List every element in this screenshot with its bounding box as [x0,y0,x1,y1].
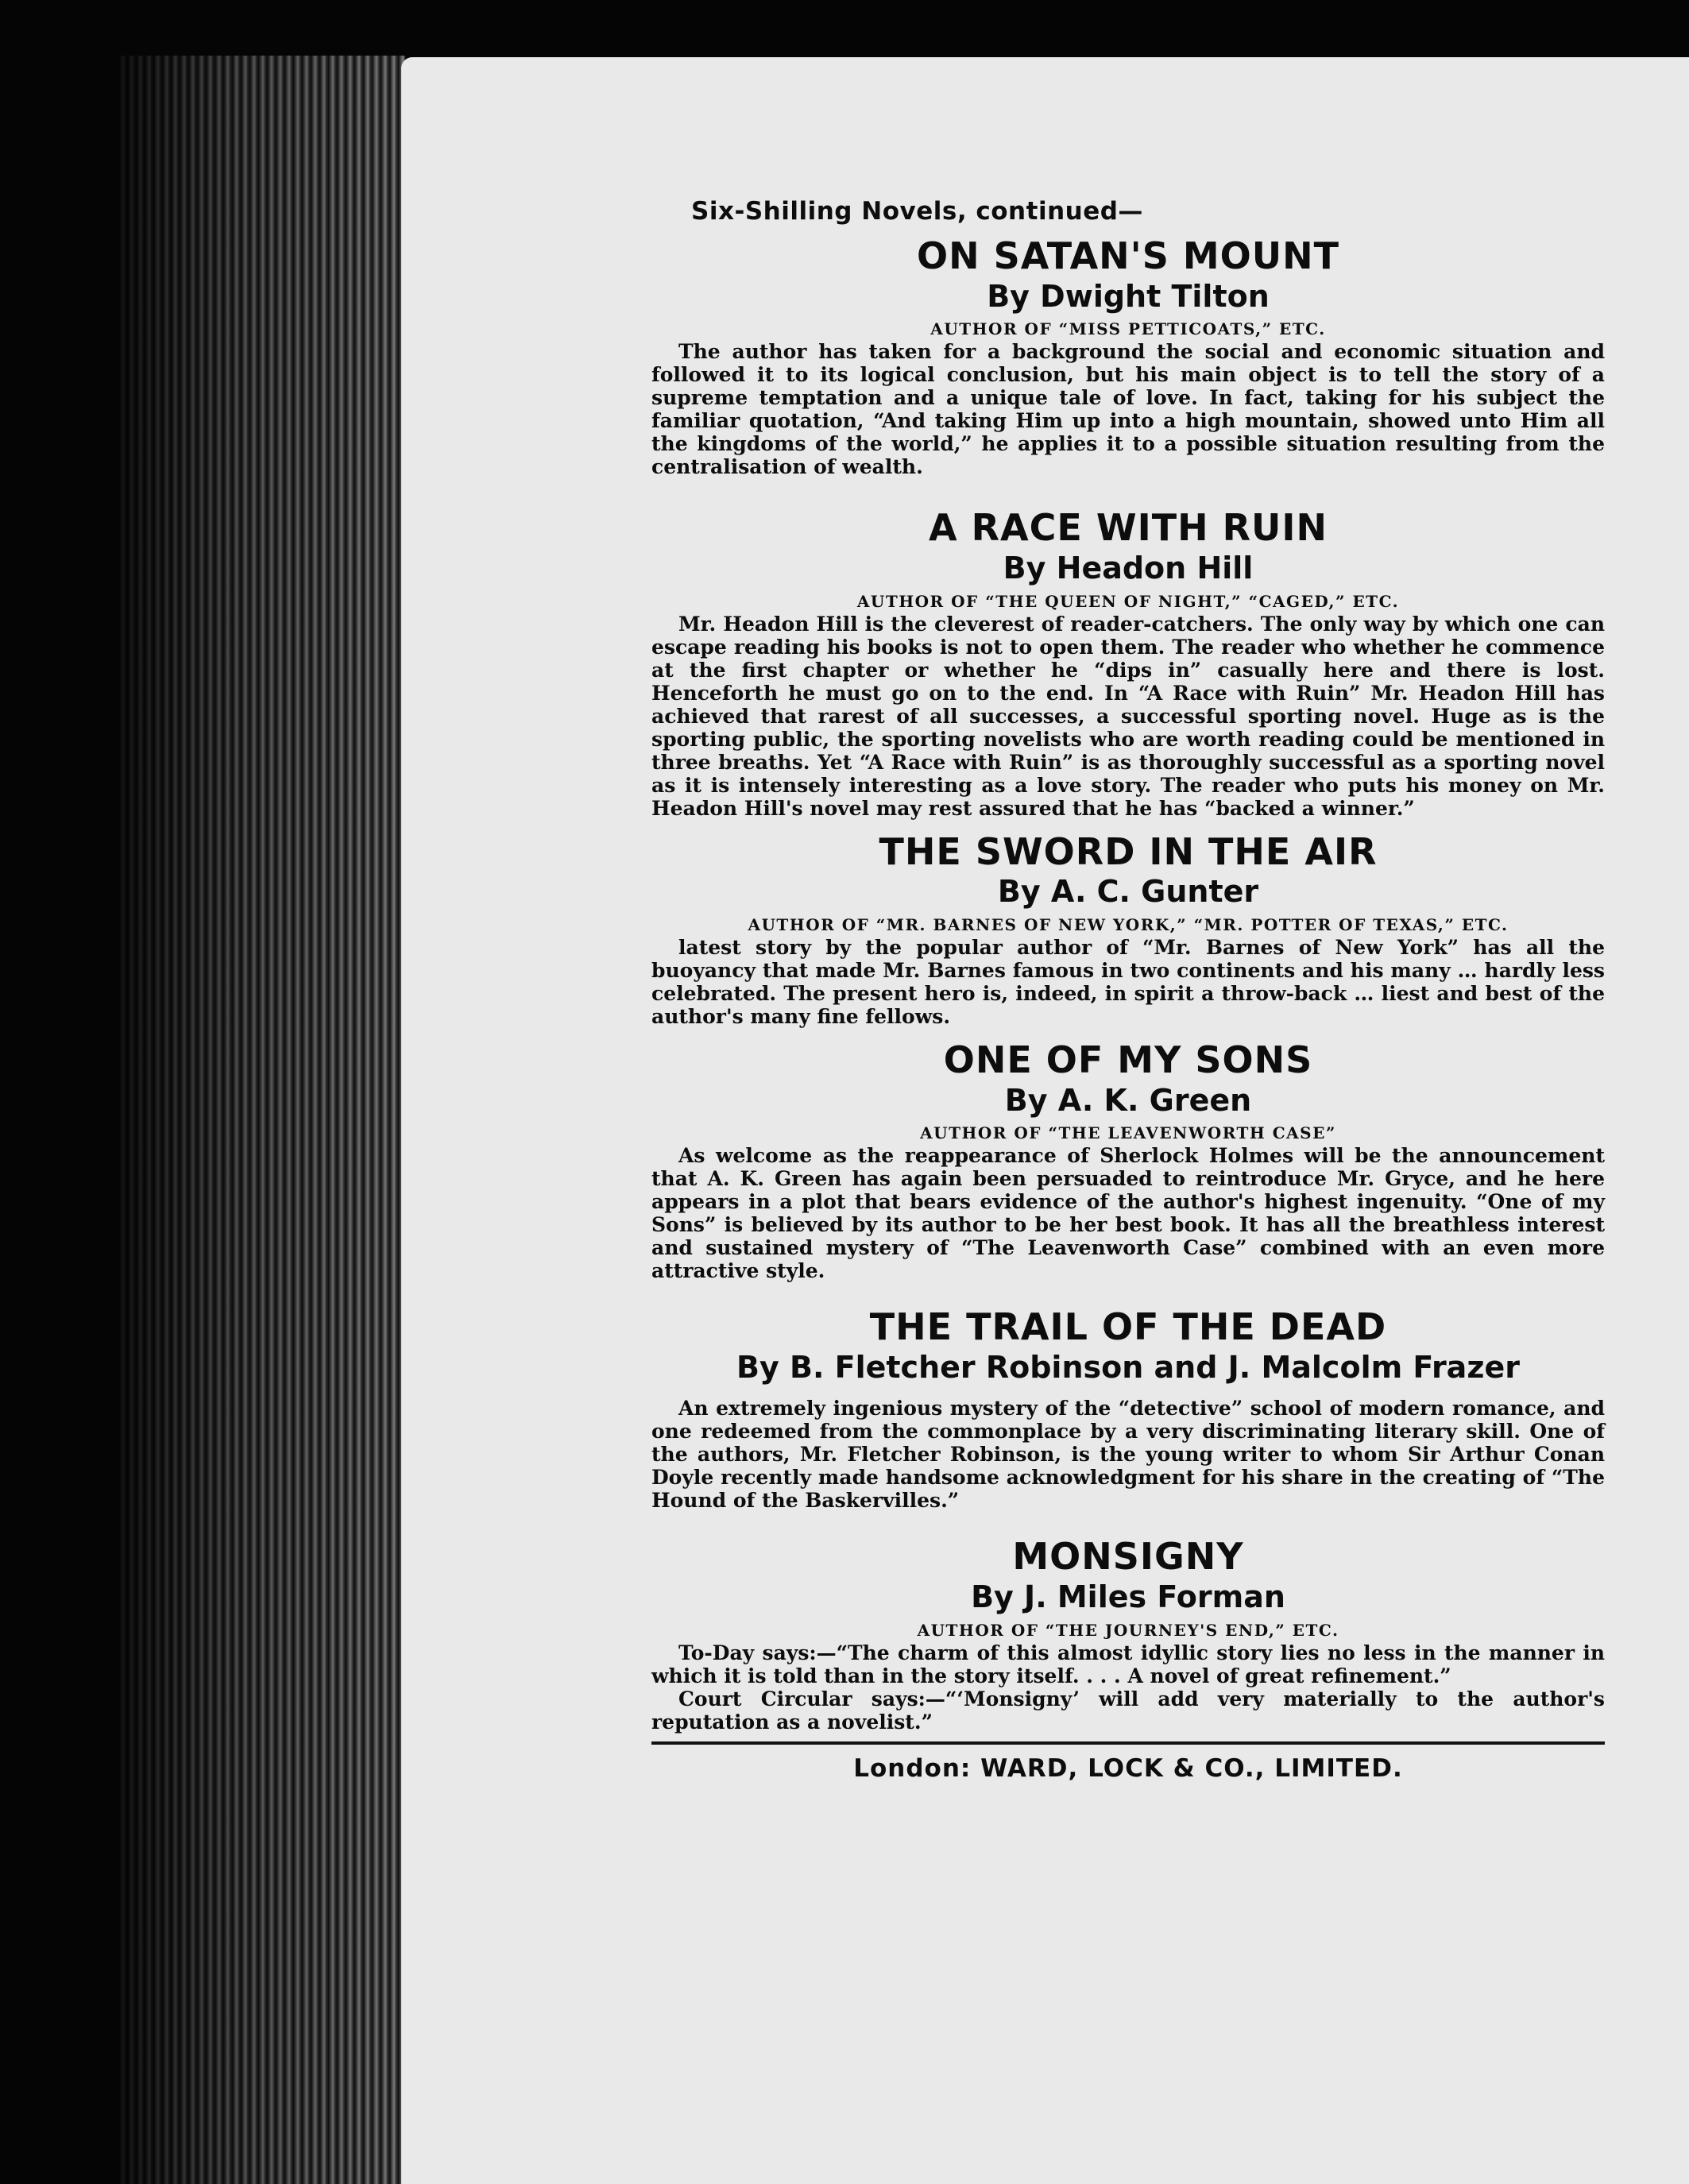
book-title: THE TRAIL OF THE DEAD [869,1305,1387,1349]
author-previous-works: AUTHOR OF “THE QUEEN OF NIGHT,” “CAGED,” ETC. [856,591,1400,611]
review-quote: To-Day says:—“The charm of this almost idyllic story lies no less in the manner in which it is told than in the story itself. . . . A novel of great refinement.” [651,1641,1605,1687]
book-title: MONSIGNY [1012,1535,1244,1579]
book-entry [651,507,1605,819]
book-entry [651,235,1605,478]
book-description: Mr. Headon Hill is the cleverest of reader-catchers. The only way by which one can escape reading his books is not to open them. The reader who whether he commence at the first chapter or whether he “dips in” casually here and there is lost. Henceforth he must go on to the end. In “A Race with Ruin” Mr. Headon Hill has achieved that rarest of all successes, a successful sporting novel. Huge as is the sporting public, the sporting novelists who are worth reading could be mentioned in three breaths. Yet “A Race with Ruin” is as thoroughly successful as a sporting novel as it is intensely interesting as a love story. The reader who puts his money on Mr. Headon Hill's novel may rest assured that he has “backed a winner.” [651,612,1605,820]
author-previous-works: AUTHOR OF “MISS PETTICOATS,” ETC. [930,319,1326,339]
book-title: A RACE WITH RUIN [929,506,1328,550]
author-previous-works: AUTHOR OF “THE JOURNEY'S END,” ETC. [917,1620,1339,1640]
review-quote: Court Circular says:—“‘Monsigny’ will add very materially to the author's reputation as a novelist.” [651,1687,1605,1734]
book-entry [651,1039,1605,1282]
advertisement-page [651,197,1605,1783]
book-author: By A. C. Gunter [997,874,1259,910]
book-author: By A. K. Green [1004,1082,1252,1118]
book-description: An extremely ingenious mystery of the “detective” school of modern romance, and one redeemed from the commonplace by a very discriminating literary skill. One of the authors, Mr. Fletcher Robinson, is the young writer to whom Sir Arthur Conan Doyle recently made handsome acknowledgment for his share in the creating of “The Hound of the Baskervilles.” [651,1397,1605,1513]
book-author: By Headon Hill [1003,551,1254,586]
book-description: As welcome as the reappearance of Sherlock Holmes will be the announcement that A. K. Green has again been persuaded to reintroduce Mr. Gryce, and he here appears in a plot that bears evidence of the author's highest ingenuity. “One of my Sons” is believed by its author to be her best book. It has all the breathless interest and sustained mystery of “The Leavenworth Case” combined with an even more attractive style. [651,1144,1605,1283]
author-previous-works: AUTHOR OF “MR. BARNES OF NEW YORK,” “MR. POTTER OF TEXAS,” ETC. [748,914,1509,934]
book-entry [651,831,1605,1028]
author-previous-works: AUTHOR OF “THE LEAVENWORTH CASE” [920,1123,1336,1143]
book-edge-shadow [119,56,405,2184]
book-author: By Dwight Tilton [987,278,1270,314]
book-title: THE SWORD IN THE AIR [879,829,1378,873]
book-entry [651,1536,1605,1733]
series-heading: Six-Shilling Novels, continued— [691,197,1143,226]
book-title: ON SATAN'S MOUNT [916,234,1340,277]
book-entry [651,1306,1605,1512]
book-author: By J. Miles Forman [971,1579,1285,1615]
book-title: ONE OF MY SONS [943,1038,1313,1081]
book-description: The author has taken for a background the social and economic situation and followed it to its logical conclusion, but his main object is to tell the story of a supreme temptation and a unique tale of love. In fact, taking for his subject the familiar quotation, “And taking Him up into a high mountain, showed unto Him all the kingdoms of the world,” he applies it to a possible situation resulting from the centralisation of wealth. [651,340,1605,479]
book-author: By B. Fletcher Robinson and J. Malcolm Frazer [736,1350,1520,1386]
publisher-imprint: London: WARD, LOCK & CO., LIMITED. [853,1753,1403,1783]
book-description: latest story by the popular author of “Mr. Barnes of New York” has all the buoyancy that made Mr. Barnes famous in two continents and his many … hardly less celebrated. The present hero is, indeed, in spirit a throw-back … liest and best of the author's many fine fellows. [651,935,1605,1028]
footer-rule [651,1741,1605,1745]
